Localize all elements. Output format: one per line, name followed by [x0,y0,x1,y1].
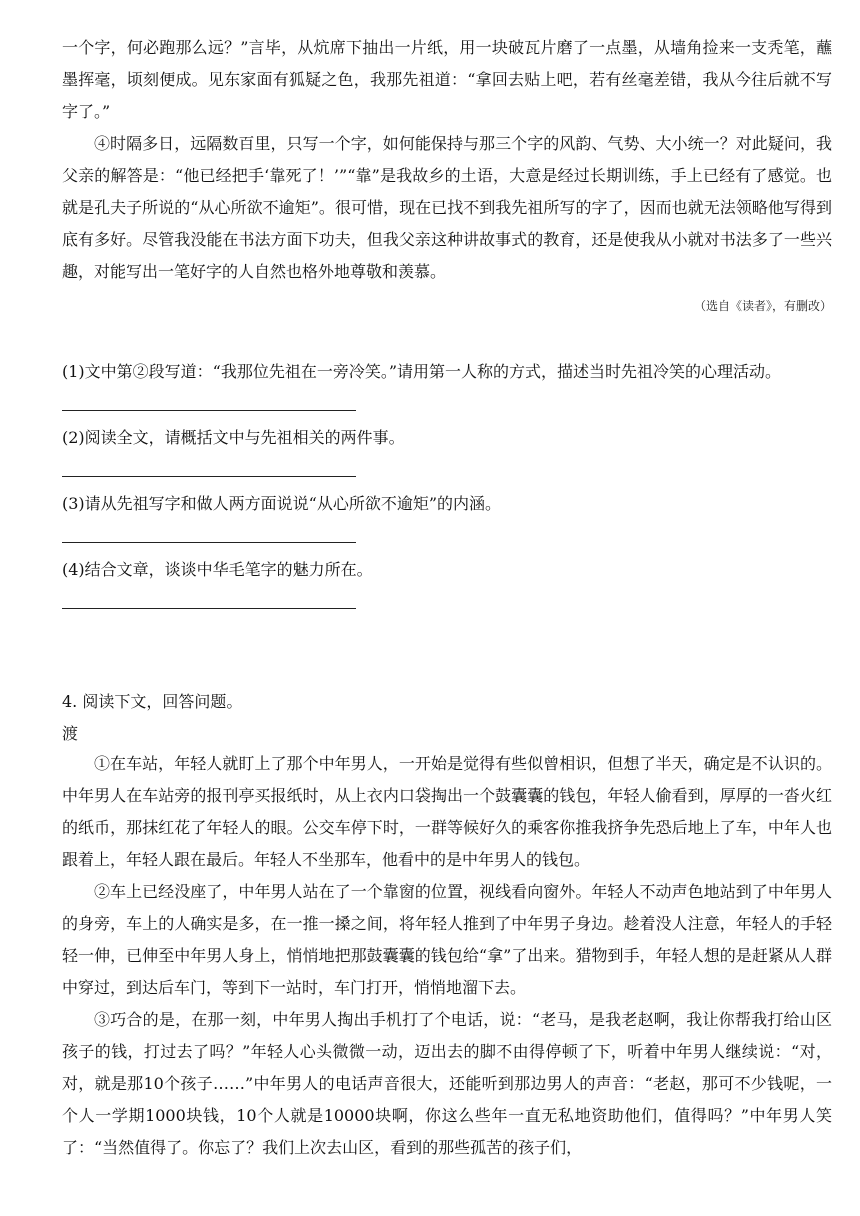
answer-line-1[interactable] [62,410,356,411]
question-4: (4)结合文章，谈谈中华毛笔字的魅力所在。 [62,560,373,579]
story-body [62,748,832,1164]
question-2: (2)阅读全文，请概括文中与先祖相关的两件事。 [62,428,405,447]
story-title: 渡 [62,724,79,743]
story-paragraph-2: ②车上已经没座了，中年男人站在了一个靠窗的位置，视线看向窗外。年轻人不动声色地站到了中年男人的身旁，车上的人确实是多，在一推一搡之间，将年轻人推到了中年男子身边。趁着没人注意，年轻人的手轻轻一伸，已伸至中年男人身上，悄悄地把那鼓囊囊的钱包给“拿”了出来。猎物到手，年轻人想的是赶紧从人群中穿过，到达后车门，等到下一站时，车门打开，悄悄地溜下去。 [62,882,832,997]
question-3: (3)请从先祖写字和做人两方面说说“从心所欲不逾矩”的内涵。 [62,494,502,513]
question-1: (1)文中第②段写道：“我那位先祖在一旁冷笑。”请用第一人称的方式，描述当时先祖冷笑的心理活动。 [62,362,782,381]
answer-line-3[interactable] [62,542,356,543]
story-paragraph-1: ①在车站，年轻人就盯上了那个中年男人，一开始是觉得有些似曾相识，但想了半天，确定是不认识的。中年男人在车站旁的报刊亭买报纸时，从上衣内口袋掏出一个鼓囊囊的钱包，年轻人偷看到，厚厚的一沓火红的纸币，那抹红花了年轻人的眼。公交车停下时，一群等候好久的乘客你推我挤争先恐后地上了车，中年人也跟着上，年轻人跟在最后。年轻人不坐那车，他看中的是中年男人的钱包。 [62,754,832,869]
answer-line-4[interactable] [62,608,356,609]
story-paragraph-3: ③巧合的是，在那一刻，中年男人掏出手机打了个电话，说：“老马，是我老赵啊，我让你帮我打给山区孩子的钱，打过去了吗？”年轻人心头微微一动，迈出去的脚不由得停顿了下，听着中年男人继续说：“对，对，就是那10个孩子……”中年男人的电话声音很大，还能听到那边男人的声音：“老赵，那可不少钱呢，一个人一学期1000块钱，10个人就是10000块啊，你这么些年一直无私地资助他们，值得吗？”中年男人笑了：“当然值得了。你忘了？我们上次去山区，看到的那些孤苦的孩子们， [62,1010,832,1157]
passage-paragraph-3-continued: 一个字，何必跑那么远？”言毕，从炕席下抽出一片纸，用一块破瓦片磨了一点墨，从墙角捡来一支秃笔，蘸墨挥毫，顷刻便成。见东家面有狐疑之色，我那先祖道：“拿回去贴上吧，若有丝毫差错，我从今往后就不写字了。” [62,38,832,121]
source-citation: （选自《读者》，有删改） [693,299,832,313]
passage-paragraph-4: ④时隔多日，远隔数百里，只写一个字，如何能保持与那三个字的风韵、气势、大小统一？对此疑问，我父亲的解答是：“他已经把手‘靠死了！’”“靠”是我故乡的土语，大意是经过长期训练，手上已经有了感觉。也就是孔夫子所说的“从心所欲不逾矩”。很可惜，现在已找不到我先祖所写的字了，因而也就无法领略他写得到底有多好。尽管我没能在书法方面下功夫，但我父亲这种讲故事式的教育，还是使我从小就对书法多了一些兴趣，对能写出一笔好字的人自然也格外地尊敬和羡慕。 [62,134,832,281]
passage-tail [62,32,832,288]
section-4-heading: 4. 阅读下文，回答问题。 [62,692,243,711]
answer-line-2[interactable] [62,476,356,477]
